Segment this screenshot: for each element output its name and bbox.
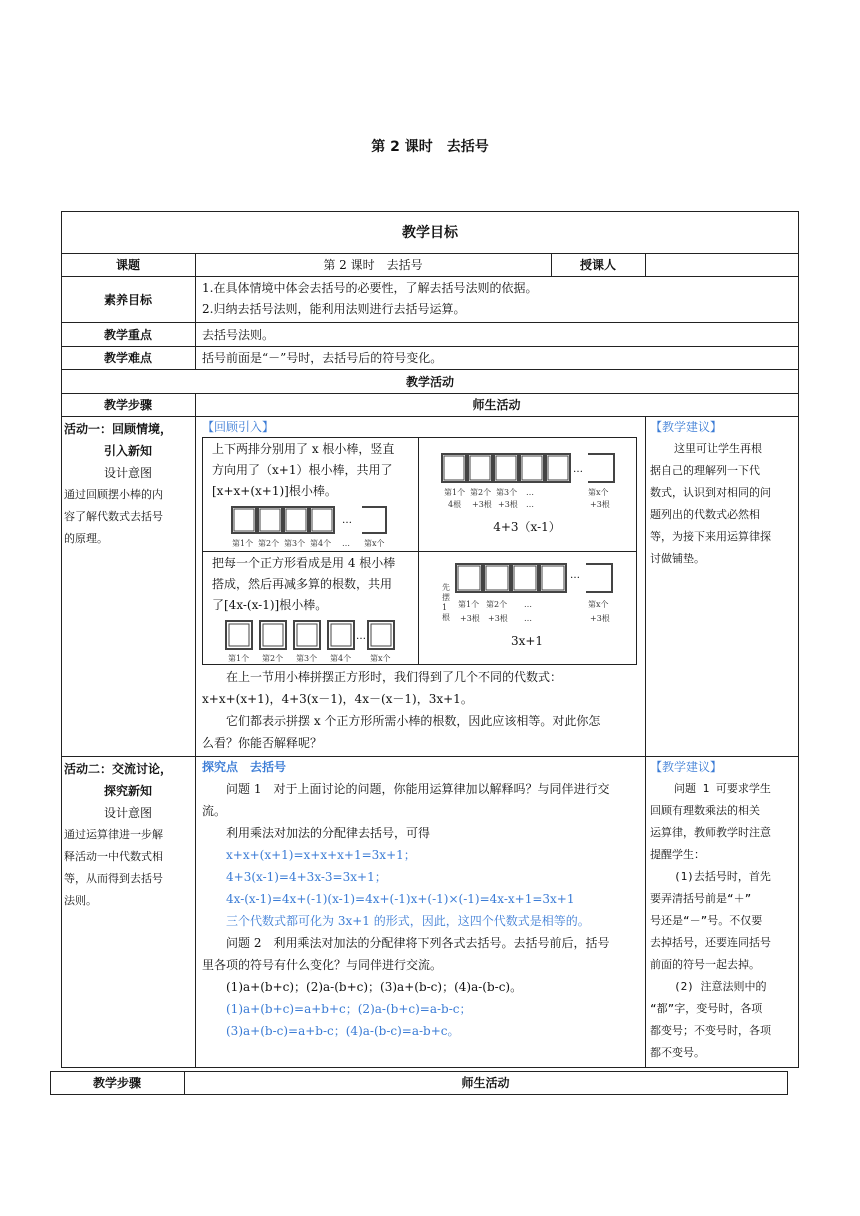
- box1-line-3: [x+x+(x+1)]根小棒。: [212, 484, 337, 498]
- para1-line-2: x+x+(x+1)，4+3(x－1)，4x－(x－1)，3x+1。: [202, 692, 473, 706]
- equation-4: 三个代数式都可化为 3x+1 的形式，因此，这四个代数式是相等的。: [226, 914, 590, 928]
- act2-suggestion: [650, 758, 796, 1064]
- difficulty-label: 教学难点: [103, 351, 152, 365]
- act1-title-2: 引入新知: [103, 444, 152, 458]
- act2-content: [202, 756, 640, 1042]
- fig1-label-2: 第2个: [258, 539, 280, 548]
- suggest-line: 据自己的理解列一下代: [650, 464, 760, 477]
- act1-suggest-tag: 【教学建议】: [650, 420, 723, 434]
- suggest-line: 问题 1 可要求学生: [674, 782, 771, 795]
- suggest-line: 题列出的代数式必然相: [650, 508, 760, 521]
- fig4-label-ellipsis: …: [524, 600, 532, 609]
- para2-line-2: 么看？你能否解释呢？: [202, 736, 323, 750]
- suggest-line: 要弄清括号前是“＋”: [650, 892, 752, 905]
- act1-title-1: 活动一：回顾情境，: [64, 422, 173, 436]
- goals-header: 教学目标: [402, 225, 458, 241]
- suggest-line: 去掉括号，还要连同括号: [650, 936, 771, 949]
- sticks-figure-4: [436, 560, 632, 634]
- q2-items: (1)a+(b+c)；(2)a-(b+c)；(3)a+(b-c)；(4)a-(b-c)。: [226, 980, 523, 994]
- box1-text: [212, 439, 414, 502]
- suggest-line: 这里可让学生再根: [674, 442, 762, 455]
- key-value: 去括号法则。: [202, 327, 275, 342]
- box1-line-2: 方向用了（x+1）根小棒，共用了: [212, 463, 393, 477]
- q1-line-1: 问题 1 对于上面讨论的问题，你能用运算律加以解释吗？与同伴进行交: [226, 782, 610, 796]
- suggest-line: 回顾有理数乘法的相关: [650, 804, 760, 817]
- act1-steps: [64, 418, 192, 550]
- box3-line-2: 搭成，然后再减多算的根数，共用: [212, 577, 393, 591]
- svg-text:…: …: [570, 570, 580, 581]
- fig4-label-2: 第2个: [486, 600, 508, 609]
- equation-1: x+x+(x+1)=x+x+x+1=3x+1；: [226, 848, 416, 862]
- box3-line-1: 把每一个正方形看成是用 4 根小棒: [212, 556, 396, 570]
- act2-intent-4: 法则。: [64, 894, 97, 907]
- q2-answer-2: (3)a+(b-c)=a+b-c；(4)a-(b-c)=a-b+c。: [226, 1024, 460, 1038]
- fig4-sub-ellipsis: …: [524, 614, 532, 623]
- suggest-line: 前面的符号一起去掉。: [650, 958, 760, 971]
- teacher-value[interactable]: [645, 253, 798, 276]
- fig3-label-4: 第4个: [330, 654, 352, 663]
- suggest-line: 等，为接下来用运算律探: [650, 530, 771, 543]
- fig1-label-3: 第3个: [284, 539, 306, 548]
- footer-teacher-student-label: 师生活动: [461, 1076, 510, 1090]
- fig3-label-2: 第2个: [262, 654, 284, 663]
- suggest-line: 运算律，教师教学时注意: [650, 826, 771, 839]
- teacher-student-label: 师生活动: [472, 398, 521, 412]
- activity-header: 教学活动: [405, 374, 454, 389]
- equation-2: 4+3(x-1)=4+3x-3=3x+1；: [226, 870, 387, 884]
- fig2-sub-2: +3根: [472, 500, 492, 509]
- steps-label: 教学步骤: [103, 398, 152, 412]
- key-label: 教学重点: [103, 327, 152, 342]
- para2-line-1: 它们都表示拼摆 x 个正方形所需小棒的根数，因此应该相等。对此你怎: [226, 714, 601, 728]
- fig2-label-ellipsis: …: [526, 488, 534, 497]
- fig1-label-ellipsis: …: [342, 539, 350, 548]
- suggest-line: “都”字，变号时，各项: [650, 1002, 763, 1015]
- act2-title-2: 探究新知: [103, 784, 152, 798]
- explore-tag: 探究点 去括号: [202, 760, 287, 774]
- act1-paragraphs: [202, 666, 640, 754]
- box4-formula: 3x+1: [510, 634, 544, 648]
- literacy-label: 素养目标: [103, 292, 152, 307]
- sticks-figure-3: [222, 617, 402, 663]
- suggest-line: 都变号；不变号时，各项: [650, 1024, 771, 1037]
- fig4-sub-x: +3根: [590, 614, 610, 623]
- suggest-line: 都不变号。: [650, 1046, 705, 1059]
- fig1-label-1: 第1个: [232, 539, 254, 548]
- fig2-sub-1: 4根: [448, 500, 462, 509]
- fig2-sub-ellipsis: …: [526, 500, 534, 509]
- topic-label: 课题: [115, 258, 140, 272]
- fig4-sub-1: +3根: [460, 614, 480, 623]
- fig1-label-x: 第x个: [364, 539, 385, 548]
- suggest-line: 号还是“－”号。不仅要: [650, 914, 763, 927]
- fig3-label-1: 第1个: [228, 654, 250, 663]
- fig4-label-1: 第1个: [458, 600, 480, 609]
- difficulty-value: 括号前面是“－”号时，去括号后的符号变化。: [202, 351, 443, 365]
- fig2-label-x: 第x个: [588, 488, 609, 497]
- box1-line-1: 上下两排分别用了 x 根小棒，竖直: [212, 442, 395, 456]
- q2-line-1: 问题 2 利用乘法对加法的分配律将下列各式去括号。去括号前后，括号: [226, 936, 610, 950]
- suggest-line: 讨做铺垫。: [650, 552, 705, 565]
- act2-title-1: 活动二：交流讨论，: [64, 762, 173, 776]
- act2-suggest-tag: 【教学建议】: [650, 760, 723, 774]
- act2-intent-2: 释活动一中代数式相: [64, 850, 163, 863]
- equation-3: 4x-(x-1)=4x+(-1)(x-1)=4x+(-1)x+(-1)×(-1)=4x-x+1=3x+1: [226, 892, 575, 906]
- para1-line-1: 在上一节用小棒拼摆正方形时，我们得到了几个不同的代数式：: [226, 670, 563, 684]
- act2-intent-1: 通过运算律进一步解: [64, 828, 163, 841]
- q2-answer-1: (1)a+(b+c)=a+b+c；(2)a-(b+c)=a-b-c；: [226, 1002, 472, 1016]
- box3-text: [212, 553, 414, 616]
- act1-intent-2: 容了解代数式去括号: [64, 510, 163, 523]
- fig2-label-2: 第2个: [470, 488, 492, 497]
- act1-suggest-lines: [650, 438, 796, 570]
- fig2-sub-3: +3根: [498, 500, 518, 509]
- review-tag: 【回顾引入】: [202, 420, 275, 434]
- teacher-label: 授课人: [579, 258, 616, 272]
- suggest-line: (1)去括号时，首先: [674, 870, 771, 883]
- fig3-label-3: 第3个: [296, 654, 318, 663]
- fig2-label-3: 第3个: [496, 488, 518, 497]
- sticks-figure-2: [436, 450, 626, 516]
- svg-text:…: …: [573, 464, 583, 475]
- topic-value: 第 2 课时 去括号: [323, 258, 423, 272]
- fig4-label-x: 第x个: [588, 600, 609, 609]
- suggest-line: 提醒学生：: [650, 848, 705, 861]
- q2-line-2: 里各项的符号有什么变化？与同伴进行交流。: [202, 958, 443, 972]
- fig4-sub-2: +3根: [488, 614, 508, 623]
- literacy-goal-1: 1.在具体情境中体会去括号的必要性，了解去括号法则的依据。: [202, 281, 538, 295]
- fig1-label-4: 第4个: [310, 539, 332, 548]
- fig4-side-label: 先摆 1 根: [442, 583, 450, 622]
- q1-line-3: 利用乘法对加法的分配律去括号，可得: [226, 826, 431, 840]
- act1-intent-1: 通过回顾摆小棒的内: [64, 488, 163, 501]
- footer-steps-label: 教学步骤: [92, 1076, 141, 1090]
- act2-suggest-lines: [650, 778, 796, 1064]
- box3-line-3: 了[4x-(x-1)]根小棒。: [212, 598, 328, 612]
- literacy-goals: [202, 278, 792, 320]
- box2-formula: 4+3（x-1）: [493, 520, 561, 534]
- suggest-line: (2) 注意法则中的: [674, 980, 767, 993]
- q1-line-2: 流。: [202, 804, 227, 818]
- act1-intent-3: 的原理。: [64, 532, 108, 545]
- svg-text:…: …: [356, 631, 366, 642]
- act2-intent: 设计意图: [103, 806, 152, 820]
- act1-intent: 设计意图: [103, 466, 152, 480]
- act1-suggestion: [650, 418, 796, 570]
- page-title: 第 2 课时 去括号: [371, 139, 489, 155]
- fig1-ellipsis: …: [342, 515, 352, 526]
- fig2-sub-x: +3根: [590, 500, 610, 509]
- sticks-figure-1: [226, 503, 396, 549]
- fig2-label-1: 第1个: [444, 488, 466, 497]
- fig3-label-x: 第x个: [370, 654, 391, 663]
- act2-intent-3: 等，从而得到去括号: [64, 872, 163, 885]
- act2-steps: [64, 758, 192, 912]
- suggest-line: 数式，认识到对相同的问: [650, 486, 771, 499]
- literacy-goal-2: 2.归纳去括号法则，能利用法则进行去括号运算。: [202, 302, 466, 316]
